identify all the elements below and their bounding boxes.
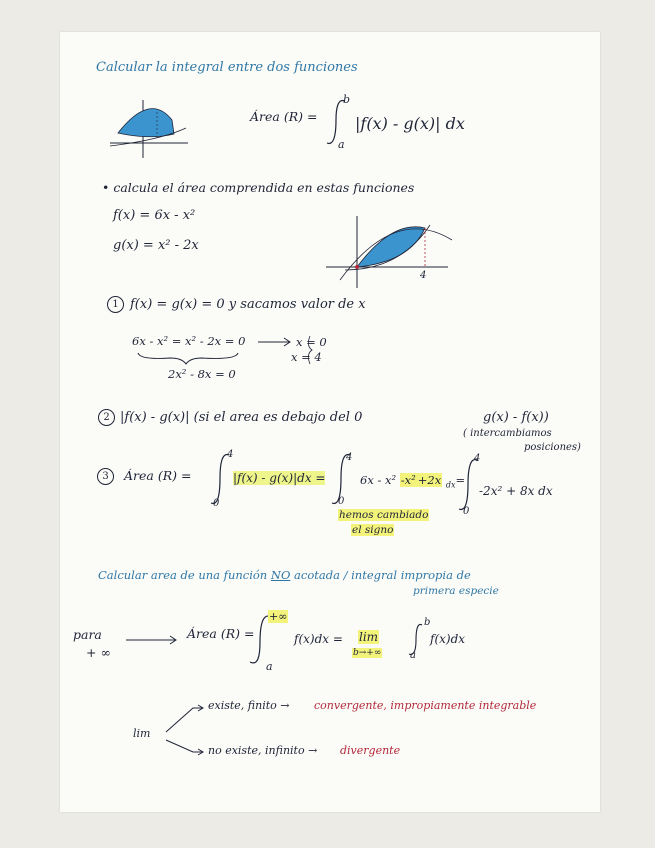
step3-integrand3: -2x² + 8x dx xyxy=(479,484,553,498)
section1-integrand: |f(x) - g(x)| dx xyxy=(355,114,465,133)
section3-title-part1: Calcular area de una función xyxy=(98,568,268,582)
step3-lower: 0 xyxy=(213,498,220,509)
step1-equation: 6x - x² = x² - 2x = 0 xyxy=(132,334,246,348)
area-between-curves-sketch xyxy=(110,100,188,158)
g-definition: g(x) = x² - 2x xyxy=(113,238,199,253)
section3-upper2: b xyxy=(424,617,431,628)
section3-title-no: NO xyxy=(270,568,291,582)
step3-upper2: 4 xyxy=(346,452,353,463)
step3-upper: 4 xyxy=(227,449,234,460)
branch2-text: no existe, infinito → xyxy=(208,744,318,757)
section3-title-line2: primera especie xyxy=(413,585,499,597)
step3-note2-text: el signo xyxy=(352,524,394,536)
integrand2-part-b: -x² xyxy=(400,473,416,487)
step3-lower3: 0 xyxy=(463,506,470,517)
step3-integrand2 xyxy=(360,473,465,489)
branch1-text: existe, finito → xyxy=(208,699,290,712)
step1-x0: x = 0 xyxy=(296,335,327,349)
step3-lower2: 0 xyxy=(338,496,345,507)
branch-down xyxy=(166,740,203,755)
step1-x4: x = 4 xyxy=(291,350,322,364)
branch-up xyxy=(166,705,203,732)
integrand2-part-c: +2x xyxy=(417,473,442,487)
step2-result: g(x) - f(x)) xyxy=(483,410,549,425)
step1-number: 1 xyxy=(107,296,124,313)
para-label: para xyxy=(73,627,102,642)
step2-text: |f(x) - g(x)| (si el area es debajo del 0 xyxy=(120,410,363,425)
section1-lhs: Área (R) = xyxy=(250,109,318,124)
section3-lower2: a xyxy=(410,650,416,661)
step3-integrand1-text: |f(x) - g(x)|dx = xyxy=(233,471,326,485)
arrow-1 xyxy=(258,338,290,346)
step3-note1-text: hemos cambiado xyxy=(339,509,429,521)
section3-integrand-b: f(x)dx xyxy=(430,632,466,646)
step1-text: f(x) = g(x) = 0 y sacamos valor de x xyxy=(130,297,366,312)
step3-note2 xyxy=(351,524,394,536)
step2-note2: posiciones) xyxy=(524,442,581,453)
branch1-result: convergente, impropiamente integrable xyxy=(314,699,537,712)
step3-note1 xyxy=(338,509,429,521)
parabolas-graph xyxy=(326,216,452,288)
section3-lim-sub-text: b→+∞ xyxy=(353,648,382,658)
inf-label: + ∞ xyxy=(86,645,111,660)
underbrace xyxy=(138,353,238,364)
step3-lhs: Área (R) = xyxy=(124,468,192,483)
integrand2-eq: = xyxy=(455,473,466,487)
section3-title xyxy=(98,568,471,582)
step2-number: 2 xyxy=(98,409,115,426)
section3-lim xyxy=(358,630,379,644)
section1-upper: b xyxy=(343,93,351,106)
section3-upper-text: +∞ xyxy=(269,610,288,623)
section3-upper xyxy=(268,610,288,623)
section3-lim-sub xyxy=(352,648,382,658)
branch2-result: divergente xyxy=(340,744,401,757)
arrow-long xyxy=(126,636,176,644)
section3-lim-text: lim xyxy=(359,630,379,644)
section1-lower: a xyxy=(338,138,345,151)
integrand2-part-a: 6x - x² xyxy=(360,473,397,487)
section3-integrand: f(x)dx = xyxy=(294,632,343,646)
section2-heading: • calcula el área comprendida en estas funciones xyxy=(102,180,415,195)
section3-title-part2: acotada / integral impropia de xyxy=(294,568,471,582)
integrand2-dx: dx xyxy=(445,480,456,490)
section3-lower: a xyxy=(266,660,273,673)
section1-title: Calcular la integral entre dos funciones xyxy=(96,60,358,75)
f-definition: f(x) = 6x - x² xyxy=(113,208,196,223)
section4-lim: lim xyxy=(133,727,151,740)
step2-note1: ( intercambiamos xyxy=(463,428,552,439)
step3-upper3: 4 xyxy=(474,453,481,464)
section3-lhs: Área (R) = xyxy=(187,626,255,641)
step1-simplified: 2x² - 8x = 0 xyxy=(168,367,236,381)
step3-number: 3 xyxy=(97,468,114,485)
integral-sign-2 xyxy=(211,455,229,504)
integral-sign-1 xyxy=(327,100,345,143)
step3-integrand1 xyxy=(233,471,325,485)
graph-tick-4: 4 xyxy=(420,270,427,281)
